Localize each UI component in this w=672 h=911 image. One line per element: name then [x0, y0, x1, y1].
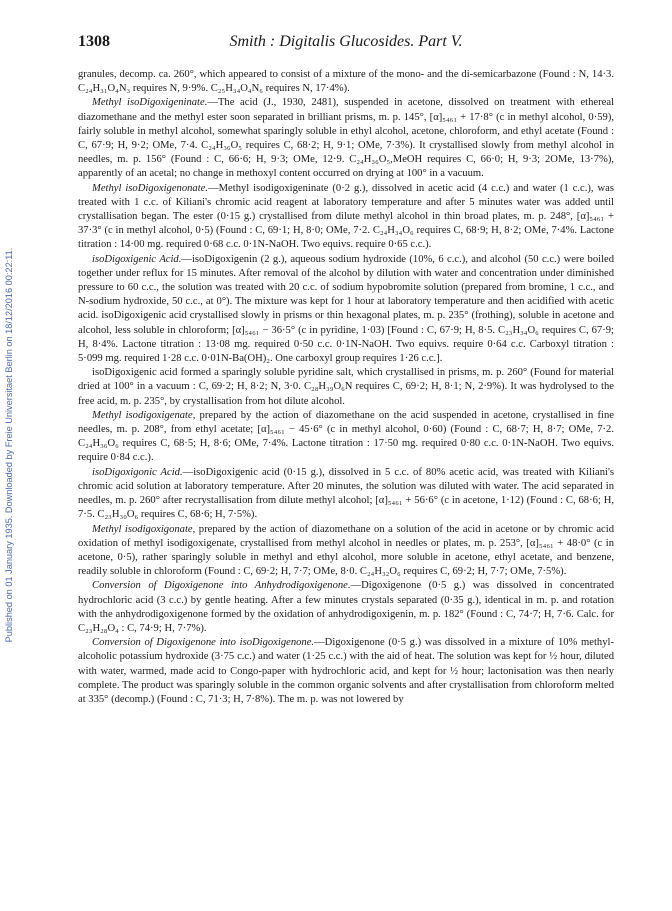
section-heading: Conversion of Digoxigenone into Anhydrodigoxigenone. — [92, 580, 351, 592]
paragraph-isodigoxigonic-acid — [78, 466, 614, 523]
paragraph-methyl-isodigoxigenate — [78, 409, 614, 466]
paragraph-text: prepared by the action of diazomethane on a solution of the acid in acetone or by chromic acid oxidation of methyl isodigoxigenate, crystallised from methyl alcohol in needles or plates, m. p. 253°, [α]₅₄₆₁ + 48·0° (c in acetone, 0·5), rather sparingly soluble in methyl and ethyl alcohol, more soluble in acetone, ethyl acetate, and benzene, readily soluble in chloroform (Found : C, 69·2; H, 7·7; OMe, 8·0. C₂₄H₃₂O₆ requires C, 69·2; H, 7·7; OMe, 7·5%). — [78, 523, 614, 578]
download-notice — [2, 95, 16, 795]
section-heading: Methyl isodigoxigenate, — [92, 409, 196, 421]
section-heading: isoDigoxigonic Acid. — [92, 466, 183, 478]
paragraph-pyridine-salt: isoDigoxigenic acid formed a sparingly soluble pyridine salt, which crystallised in prisms, m. p. 260° (Found for material dried at 100° in a vacuum : C, 69·2; H, 8·2; N, 3·0. C₂₈H₃₉O₆N requires C, 69·2; H, 8·1; N, 2·9%). It was hydrolysed to the free acid, m. p. 235°, by crystallisation from hot dilute alcohol. — [78, 367, 614, 407]
section-heading: Methyl isoDigoxigeninate. — [92, 97, 208, 109]
running-title: Smith : Digitalis Glucosides. Part V. — [229, 33, 463, 50]
section-heading: Methyl isodigoxigonate, — [92, 523, 196, 535]
section-heading: Methyl isoDigoxigenonate. — [92, 182, 209, 194]
paragraph-text: —Methyl isodigoxigeninate (0·2 g.), dissolved in acetic acid (4 c.c.) and water (1 c.c.), was treated with 1 c.c. of Kiliani's chromic acid reagent at laboratory temperature and after 5 minutes water was added until crystallisation began. The ester (0·15 g.) crystallised from dilute methyl alcohol in thin broad plates, m. p. 248°, [α]₅₄₆₁ + 37·3° (c in methyl alcohol, 0·5) (Found : C, 69·1; H, 8·0; OMe, 7·2. C₂₄H₃₄O₆ requires C, 68·9; H, 8·2; OMe, 7·4%. Lactone titration : 14·00 mg. required 0·68 c.c. 0·1N-NaOH. Two equivs. require 0·65 c.c.). — [78, 182, 614, 251]
section-heading: isoDigoxigenic Acid. — [92, 253, 182, 265]
paragraph-text: —isoDigoxigenic acid (0·15 g.), dissolved in 5 c.c. of 80% acetic acid, was treated with Kiliani's chromic acid solution at laboratory temperature. After 20 minutes, the solution was diluted with water. The acid separated in needles, m. p. 260° after recrystallisation from dilute methyl alcohol; [α]₅₄₆₁ + 56·6° (c in acetone, 1·12) (Found : C, 68·6; H, 7·5. C₂₃H₃₀O₆ requires C, 68·6; H, 7·5%). — [78, 466, 614, 521]
paragraph-methyl-isodigoxigonate — [78, 523, 614, 580]
paragraph-text: —Digoxigenone (0·5 g.) was dissolved in concentrated hydrochloric acid (3 c.c.) by gentle heating. After a few minutes crystals separated (0·35 g.), identical in m. p. and rotation with the anhydrodigoxigenone formed by the oxidation of anhydrodigoxigenin, m. p. 182° (Found : C, 74·7; H, 7·6. Calc. for C₂₃H₂₈O₄ : C, 74·9; H, 7·7%). — [78, 580, 614, 634]
paragraph-anhydrodigoxigenone — [78, 579, 614, 636]
section-heading: Conversion of Digoxigenone into isoDigoxigenone. — [92, 637, 315, 649]
paragraph-methyl-isodigoxigenonate — [78, 182, 614, 253]
paragraph-isodigoxigenic-acid — [78, 253, 614, 367]
paragraph-text: —The acid (J., 1930, 2481), suspended in acetone, dissolved on treatment with ethereal diazomethane and the methyl ester soon separated in brilliant prisms, m. p. 145°, [α]₅₄₆₁ + 17·8° (c in methyl alcohol, 0·59), fairly soluble in methyl alcohol, somewhat sparingly soluble in ethyl alcohol, acetone, chloroform, and ethyl acetate (Found : C, 67·9; H, 9·2; OMe, 7·4. C₂₄H₃₆O₅ requires C, 68·2; H, 9·1; OMe, 7·3%). It crystallised slowly from methyl alcohol in needles, m. p. 156° (Found : C, 66·6; H, 9·3; OMe, 12·9. C₂₄H₃₆O₅,MeOH requires C, 66·0; H, 9·3; 2OMe, 13·7%), apparently of an acetal; no change in methoxyl content occurred on drying at 100° in a vacuum. — [78, 97, 614, 180]
paragraph-isodigoxigenone — [78, 636, 614, 707]
paragraph-methyl-isodigoxigeninate — [78, 96, 614, 181]
page-number: 1308 — [78, 33, 110, 50]
download-notice-text: Published on 01 January 1935. Downloaded by Freie Universitaet Berlin on 18/12/2016 00:22:11. — [4, 247, 14, 643]
paragraph-text: —isoDigoxigenin (2 g.), aqueous sodium hydroxide (10%, 6 c.c.), and alcohol (50 c.c.) were boiled together under reflux for 15 minutes. After removal of the alcohol by dilution with water and concentration under diminished pressure to 60 c.c., the solution was treated with 20 c.c. of sodium hypobromite solution (prepared from bromine, 1 c.c., and N-sodium hydroxide, 50 c.c., at 0°). The mixture was kept for 1 hour at laboratory temperature and then acidified with acetic acid. isoDigoxigenic acid crystallised slowly in prisms or thin hexagonal plates, m. p. 235° (frothing), soluble in acetone and alcohol, less soluble in chloroform; [α]₅₄₆₁ − 36·5° (c in pyridine, 1·03) [Found : C, 67·9; H, 8·5. C₂₃H₃₄O₆ requires C, 67·9; H, 8·4%. Lactone titration : 13·08 mg. required 0·50 c.c. 0·1N-NaOH. Two equivs. require 0·64 c.c. Carboxyl titration : 5·099 mg. required 1·28 c.c. 0·01N-Ba(OH)₂. One carboxyl group requires 1·26 c.c.]. — [78, 253, 615, 365]
paragraph-semicarbazone: granules, decomp. ca. 260°, which appeared to consist of a mixture of the mono- and the di-semicarbazone (Found : N, 14·3. C₂₄H₃₁O₄N₃ requires N, 9·9%. C₂₅H₃₄O₄N₆ requires N, 17·4%). — [78, 69, 614, 95]
page-header — [78, 33, 614, 55]
paragraph-text: —Digoxigenone (0·5 g.) was dissolved in a mixture of 10% methyl-alcoholic potassium hydroxide (3·75 c.c.) and water (1·25 c.c.) with the aid of heat. The solution was kept for ½ hour, diluted with water, warmed, made acid to Congo-paper with hydrochloric acid, and kept for ½ hour; lactonisation was then nearly complete. The product was sparingly soluble in the common organic solvents and after crystallisation from chloroform melted at 335° (decomp.) (Found : C, 71·3; H, 7·8%). The m. p. was not lowered by — [78, 637, 614, 705]
article-body — [78, 68, 614, 707]
paragraph-text: prepared by the action of diazomethane on the acid suspended in acetone, crystallised in fine needles, m. p. 208°, from ethyl acetate; [α]₅₄₆₁ − 45·6° (c in methyl alcohol, 0·60) (Found : C, 68·7; H, 8·7; OMe, 7·2. C₂₄H₃₆O₆ requires C, 68·5; H, 8·6; OMe, 7·4%. Lactone titration : 17·50 mg. required 0·80 c.c. 0·1N-NaOH. Two equivs. require 0·84 c.c.). — [78, 409, 614, 464]
